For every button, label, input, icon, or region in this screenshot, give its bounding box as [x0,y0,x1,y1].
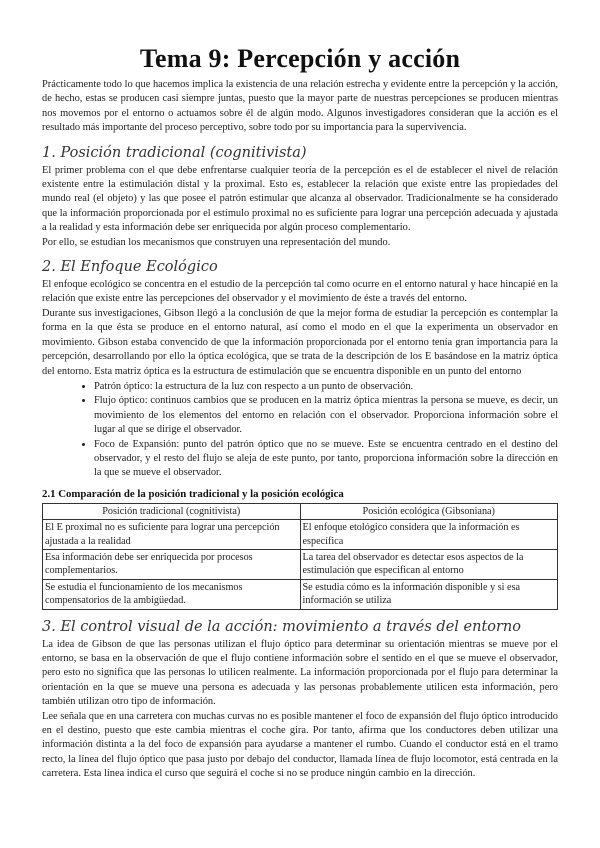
list-item: • Foco de Expansión: punto del patrón óptico que no se mueve. Este se encuentra centrado en el destino del observador, y el resto del flujo se aleja de este punto, por tanto, proporciona información sobre la dirección en la que se mueve el observador. [94,438,558,481]
table-cell: Se estudia cómo es la información disponible y si esa información se utiliza [300,579,558,609]
comparison-table [42,503,558,610]
section-2-paragraph: El enfoque ecológico se concentra en el estudio de la percepción tal como ocurre en el entorno natural y hace hincapié en la relación que existe entre las percepciones del observador y el movimiento de éste a través del entorno. [42,279,558,305]
section-1-heading: 1. Posición tradicional (cognitivista) [42,144,307,161]
table-cell: Se estudia el funcionamiento de los mecanismos compensatorios de la ambigüedad. [43,579,301,609]
table-header-row [43,503,558,519]
column-header: Posición ecológica (Gibsoniana) [300,503,558,519]
section-2-heading: 2. El Enfoque Ecológico [42,259,218,276]
intro-paragraph: Prácticamente todo lo que hacemos implica la existencia de una relación estrecha y evidente entre la percepción y la acción, de hecho, estas se producen casi siempre juntas, puesto que la mayor parte de nuestras percepciones se producen mientras nos movemos por el entorno o actuamos sobre él de algún modo. Algunos investigadores consideran que la acción es el resultado más importante del proceso perceptivo, sobre todo por su importancia para la supervivencia. [42,79,558,134]
section-3-paragraph: La idea de Gibson de que las personas utilizan el flujo óptico para determinar su orientación mientras se mueve por el entorno, se basa en la observación de que el flujo contiene información sobre el sentido en el que se mueve el observador, pero esto no significa que las personas lo utilicen realmente. La información proporcionada por el flujo para determinar la orientación en la que se mueve una persona es adecuada y las personas probablemente utilicen esta información, pero también utilizan otro tipo de información. [42,638,558,708]
table-cell: El E proximal no es suficiente para lograr una percepción ajustada a la realidad [43,520,301,550]
section-2-1-heading: 2.1 Comparación de la posición tradicional y la posición ecológica [42,487,344,500]
column-header: Posición tradicional (cognitivista) [43,503,301,519]
section-3-paragraph: Lee señala que en una carretera con muchas curvas no es posible mantener el foco de expansión del flujo óptico introducido en el destino, puesto que este cambia mientras el coche gira. Por tanto, afirma que los conductores deben utilizar una información distinta a la del foco de expansión para ayudarse a mantener el rumbo. Cuando el conductor está en el tramo recto, la línea del flujo óptico que pasa justo por debajo del conductor, llamada línea de flujo locomotor, está centrada en la carretera. Esta línea indica el curso que seguirá el coche si no se produce ningún cambio en la dirección. [42,710,558,780]
table-cell: La tarea del observador es detectar esos aspectos de la estimulación que especifican al entorno [300,549,558,579]
page-title: Tema 9: Percepción y acción [139,44,461,73]
table-row [43,579,558,609]
list-item: • Flujo óptico: continuos cambios que se producen en la matriz óptica mientras la persona se mueve, es decir, un movimiento de los elementos del entorno en relación con el observador. Proporciona información sobre el lugar al que se dirige el observador. [94,394,558,437]
table-row [43,549,558,579]
section-1-paragraph: Por ello, se estudian los mecanismos que construyen una representación del mundo. [42,236,391,248]
section-3-heading: 3. El control visual de la acción: movimiento a través del entorno [42,618,521,635]
section-2-paragraph: Durante sus investigaciones, Gibson llegó a la conclusión de que la mejor forma de estudiar la percepción es contemplar la forma en la que ésta se produce en el entorno natural, así como el modo en el que la experimenta un observador en movimiento. Gibson estaba convencido de que la información proporcionada por el entorno tenía gran importancia para la percepción, desarrollando por ello la óptica ecológica, que se trata de la descripción de los E basándose en la matriz óptica del entorno. Esta matriz óptica es la estructura de estimulación que se encuentra disponible en un punto del entorno [42,307,558,377]
list-item: • Patrón óptico: la estructura de la luz con respecto a un punto de observación. [94,380,558,394]
table-cell: Esa información debe ser enriquecida por procesos complementarios. [43,549,301,579]
table-row [43,520,558,550]
section-1-paragraph: El primer problema con el que debe enfrentarse cualquier teoría de la percepción es el de establecer el nivel de relación existente entre la estimulación distal y la proximal. Esto es, establecer la relación que existe entre las propiedades del mundo real (el objeto) y las que posee el patrón estimular que alcanza al observador. Tradicionalmente se ha considerado que la información proporcionada por el estímulo proximal no es suficiente para lograr una percepción adecuada y ajustada a la realidad y esta información debe ser enriquecida por algún proceso complementario. [42,164,558,234]
concept-list [42,380,558,481]
table-cell: El enfoque etológico considera que la información es específica [300,520,558,550]
